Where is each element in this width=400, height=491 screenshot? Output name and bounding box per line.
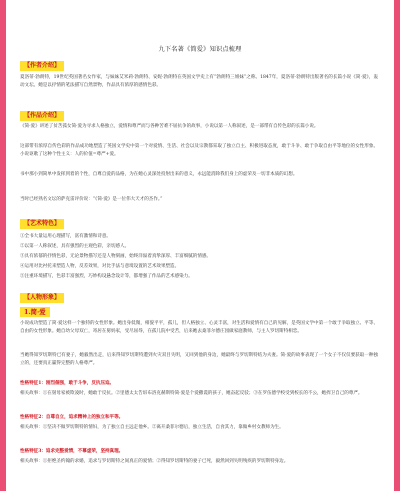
work-paragraph-1: 《简·爱》讲述了贫苦孤女简·爱为寻求人格独立，爱情和尊严而与各种苦难不屈抗争的故事，小说以第一人称叙述，是一部带有自传色彩的长篇小说。 [20, 124, 319, 129]
trait-3-story: 相关故事：①拒绝圣约翰的求婚，追求与罗切斯特之间真正的爱情；②得知罗切斯特的妻子已死，毅然回到失明残疾的罗切斯特身边。 [20, 459, 289, 464]
author-paragraph: 夏洛蒂·勃朗特，19世纪英国著名女作家，与妹妹艾米莉·勃朗特、安妮·勃朗特在英国文学史上有“勃朗特三姐妹”之称。1847年，夏洛蒂·勃朗特出版著名的长篇小说《简·爱》，轰动文坛。她是以抒情的笔法描写自然景物，作品具有浓厚的感情色彩。 [20, 75, 378, 89]
work-paragraph-2: 这部带有浓厚自传色彩的作品成功地塑造了英国文学史中第一个对爱情、生活、社会以及宗教都采取了独立自主、积极进取态度，敢于斗争、敢于争取自由平等地位的女性形象。小说讴歌了这种个性主义：人的价值=尊严+爱。 [20, 144, 378, 158]
section-heading-people: 【人物形象】 [20, 293, 64, 303]
art-item-3: ③具有浓郁的抒情色彩，无论景物描写还是人物刻画，始终洋溢着真挚深厚、丰富细腻的情感。 [20, 254, 211, 259]
document-page [6, 0, 394, 491]
people-paragraph-1: 小说成功塑造了简·爱这样一个独特的女性形象。她出身低微，相貌平平，孤儿，但人格独立、心灵丰富，对生活和爱情有自己的见解，是英国文学中第一个敢于争取独立、平等、自由的女性形象。她自幼父母双亡，寄居在舅妈家，受尽屈辱，在孤儿院中受苦，后来她去桑菲尔德庄园做家庭教师，与主人罗切斯特相恋。 [20, 321, 378, 335]
trait-3: 性格特征3：追求完整爱情，不慕虚荣，坚持真理。 [20, 449, 124, 454]
trait-2: 性格特征2：自尊自立，追求精神上的独立和平等。 [20, 415, 124, 420]
section-heading-author: 【作者介绍】 [20, 61, 64, 71]
people-paragraph-2: 当她得知罗切斯特已有妻子，她毅然出走，后来得知罗切斯特遭到火灾双目失明，又回到他的身边，她最终与罗切斯特结为夫妻。简·爱的故事表现了一个女子不仅仅要获取一种独立的，还要真正赢得完整的人格尊严。 [20, 353, 378, 367]
trait-2-story: 相关故事：①坚决不做罗切斯特的情妇，为了独立自主远走他乡。②离开桑菲尔德后，独立生活，自食其力，靠做乡村女教师为生。 [20, 425, 284, 430]
work-paragraph-3: 书中那小到简单中发挥到着的个性，自尊自爱的品格，为在她心灵深处投射出来的意义，永远能消除我们身上的虚荣及一切非本质的幻想。 [20, 172, 298, 177]
trait-1-story: 相关故事：①在舅母家被欺凌时，她敢于反抗。②里德太太告诉布洛克赫斯特简·爱是个爱撒谎的孩子，她奋起反驳；③在罗伍德学校受到校长的不公，她捍卫自己的尊严。 [20, 391, 363, 396]
art-item-4: ④运用对比衬托来塑造人物，反差效果，对比手法与意境设置的艺术效果塑造。 [20, 264, 180, 269]
section-heading-work: 【作品介绍】 [20, 111, 64, 121]
trait-1: 性格特征1：刚烈倔强，敢于斗争，反抗压迫。 [20, 381, 115, 386]
document-title: 九下名著《简爱》知识点梳理 [158, 46, 242, 53]
section-heading-art: 【艺术特色】 [20, 219, 64, 229]
art-item-5: ⑤注重环境描写，色彩丰富强烈，巧妙构设悬念设计等，都增强了作品的艺术感染力。 [20, 274, 193, 279]
art-item-1: ①全书大量运用心理描写，富有激情和诗意。 [20, 234, 111, 239]
work-paragraph-4: 当时已经熟名文坛的萨克雷评价说：“《简·爱》是一位伟大天才的杰作。” [20, 197, 163, 202]
character-heading-jane: 1.简·爱 [20, 307, 50, 317]
art-item-2: ②以第一人称叙述，具有强烈的主观色彩，亲切感人。 [20, 244, 130, 249]
